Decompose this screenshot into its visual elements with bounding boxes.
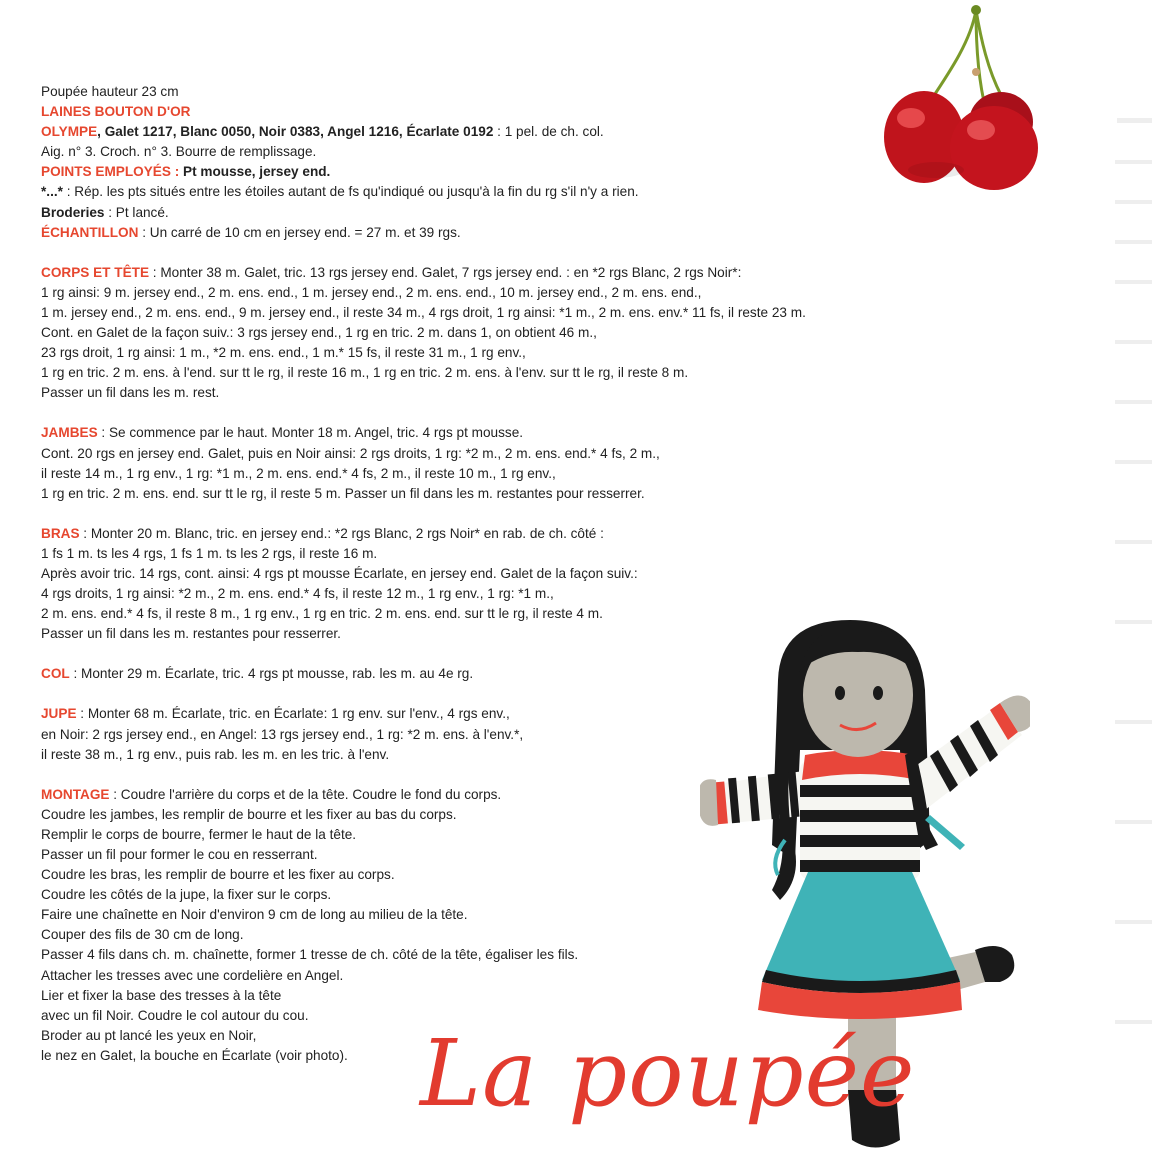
skirt-line: il reste 38 m., 1 rg env., puis rab. les m. en les tric. à l'env. [41, 746, 390, 762]
arms-line [41, 524, 971, 544]
skirt-label: JUPE [41, 706, 77, 722]
assembly-line: Faire une chaînette en Noir d'environ 9 cm de long au milieu de la tête. [41, 907, 468, 923]
arms-text: : Monter 20 m. Blanc, tric. en jersey end.: *2 rgs Blanc, 2 rgs Noir* en rab. de ch. côté : [79, 525, 604, 541]
assembly-line: Coudre les côtés de la jupe, la fixer sur le corps. [41, 887, 332, 903]
assembly-line: Couper des fils de 30 cm de long. [41, 927, 244, 943]
assembly-label: MONTAGE [41, 786, 110, 802]
page-title: La poupée [420, 1020, 916, 1127]
repeat-label: *...* [41, 184, 63, 200]
body-line [41, 263, 971, 283]
arms-line: Après avoir tric. 14 rgs, cont. ainsi: 4 rgs pt mousse Écarlate, en jersey end. Galet de la façon suiv.: [41, 565, 638, 581]
assembly-line: le nez en Galet, la bouche en Écarlate (voir photo). [41, 1047, 348, 1063]
assembly-line: Passer 4 fils dans ch. m. chaînette, former 1 tresse de ch. côté de la tête, égaliser les fils. [41, 947, 579, 963]
legs-line: il reste 14 m., 1 rg env., 1 rg: *1 m., 2 m. ens. end.* 4 fs, 2 m., il reste 10 m., 1 rg env., [41, 465, 556, 481]
assembly-line: Coudre les bras, les remplir de bourre et les fixer au corps. [41, 867, 395, 883]
gauge-line [41, 223, 971, 243]
body-line: 1 m. jersey end., 2 m. ens. end., 9 m. jersey end., il reste 34 m., 4 rgs droit, 1 rg ainsi: *1 m., 2 m. ens. env.* 11 fs, il reste 23 m. [41, 304, 806, 320]
legs-text: : Se commence par le haut. Monter 18 m. Angel, tric. 4 rgs pt mousse. [97, 425, 524, 441]
embroidery-value: : Pt lancé. [104, 204, 169, 220]
repeat-value: : Rép. les pts situés entre les étoiles autant de fs qu'indiqué ou jusqu'à la fin du rg s'il n'y a rien. [62, 184, 639, 200]
adjacent-page-edge [1095, 40, 1152, 1140]
collar-label: COL [41, 666, 70, 682]
body-label: CORPS ET TÊTE [41, 264, 150, 280]
stitches-line [41, 162, 971, 182]
body-text: : Monter 38 m. Galet, tric. 13 rgs jersey end. Galet, 7 rgs jersey end. : en *2 rgs Blanc, 2 rgs Noir*: [149, 264, 742, 280]
embroidery-label: Broderies [41, 204, 105, 220]
legs-line: 1 rg en tric. 2 m. ens. end. sur tt le rg, il reste 5 m. Passer un fil dans les m. restantes pour resserrer. [41, 485, 645, 501]
yarn-line [41, 122, 971, 142]
legs-line: Cont. 20 rgs en jersey end. Galet, puis en Noir ainsi: 2 rgs droits, 1 rg: *2 m., 2 m. ens. end.* 4 fs, 2 m., [41, 445, 660, 461]
assembly-line: Coudre les jambes, les remplir de bourre et les fixer au bas du corps. [41, 806, 457, 822]
assembly-line: Lier et fixer la base des tresses à la tête [41, 987, 282, 1003]
stitches-label: POINTS EMPLOYÉS : [41, 164, 180, 180]
gauge-value: : Un carré de 10 cm en jersey end. = 27 m. et 39 rgs. [138, 224, 461, 240]
gauge-label: ÉCHANTILLON [41, 224, 139, 240]
arms-label: BRAS [41, 525, 80, 541]
supplier-heading: LAINES BOUTON D'OR [41, 104, 191, 120]
arms-line: 1 fs 1 m. ts les 4 rgs, 1 fs 1 m. ts les 2 rgs, il reste 16 m. [41, 545, 378, 561]
assembly-line: Passer un fil pour former le cou en resserrant. [41, 847, 318, 862]
embroidery-line [41, 203, 971, 223]
arms-line: 2 m. ens. end.* 4 fs, il reste 8 m., 1 rg env., 1 rg en tric. 2 m. ens. end. sur tt le rg, il reste 4 m. [41, 606, 603, 622]
arms-line: 4 rgs droits, 1 rg ainsi: *2 m., 2 m. ens. end.* 4 fs, il reste 12 m., 1 rg env., 1 rg: *1 m., [41, 586, 554, 602]
assembly-line: Remplir le corps de bourre, fermer le haut de la tête. [41, 826, 357, 842]
body-line: 23 rgs droit, 1 rg ainsi: 1 m., *2 m. ens. end., 1 m.* 15 fs, il reste 31 m., 1 rg env., [41, 345, 526, 361]
assembly-line: avec un fil Noir. Coudre le col autour du cou. [41, 1007, 309, 1023]
skirt-line: en Noir: 2 rgs jersey end., en Angel: 13 rgs jersey end., 1 rg: *2 m. ens. à l'env.*, [41, 726, 524, 742]
skirt-text: : Monter 68 m. Écarlate, tric. en Écarlate: 1 rg env. sur l'env., 4 rgs env., [76, 706, 510, 722]
legs-line [41, 423, 971, 443]
doll-size: Poupée hauteur 23 cm [41, 84, 179, 99]
assembly-text: : Coudre l'arrière du corps et de la tête. Coudre le fond du corps. [109, 786, 502, 802]
collar-text: : Monter 29 m. Écarlate, tric. 4 rgs pt mousse, rab. les m. au 4e rg. [69, 666, 474, 682]
yarn-quantity: : 1 pel. de ch. col. [493, 124, 604, 140]
arms-line: Passer un fil dans les m. restantes pour resserrer. [41, 626, 341, 642]
assembly-line: Attacher les tresses avec une cordelière en Angel. [41, 967, 344, 983]
body-line: Passer un fil dans les m. rest. [41, 385, 220, 401]
tools-line: Aig. n° 3. Croch. n° 3. Bourre de remplissage. [41, 144, 317, 160]
yarn-label: OLYMPE [41, 124, 98, 140]
assembly-line: Broder au pt lancé les yeux en Noir, [41, 1027, 257, 1043]
stitches-value: Pt mousse, jersey end. [179, 164, 331, 180]
body-line: Cont. en Galet de la façon suiv.: 3 rgs jersey end., 1 rg en tric. 2 m. dans 1, on obtient 46 m., [41, 325, 597, 341]
body-line: 1 rg en tric. 2 m. ens. à l'end. sur tt le rg, il reste 16 m., 1 rg en tric. 2 m. ens. à l'env. sur tt le rg, il reste 8 m. [41, 365, 689, 381]
repeat-line [41, 182, 971, 202]
legs-label: JAMBES [41, 425, 98, 441]
body-line: 1 rg ainsi: 9 m. jersey end., 2 m. ens. end., 1 m. jersey end., 2 m. ens. end., 10 m. jersey end., 2 m. ens. end., [41, 284, 702, 300]
yarn-colors: , Galet 1217, Blanc 0050, Noir 0383, Angel 1216, Écarlate 0192 [97, 124, 494, 140]
